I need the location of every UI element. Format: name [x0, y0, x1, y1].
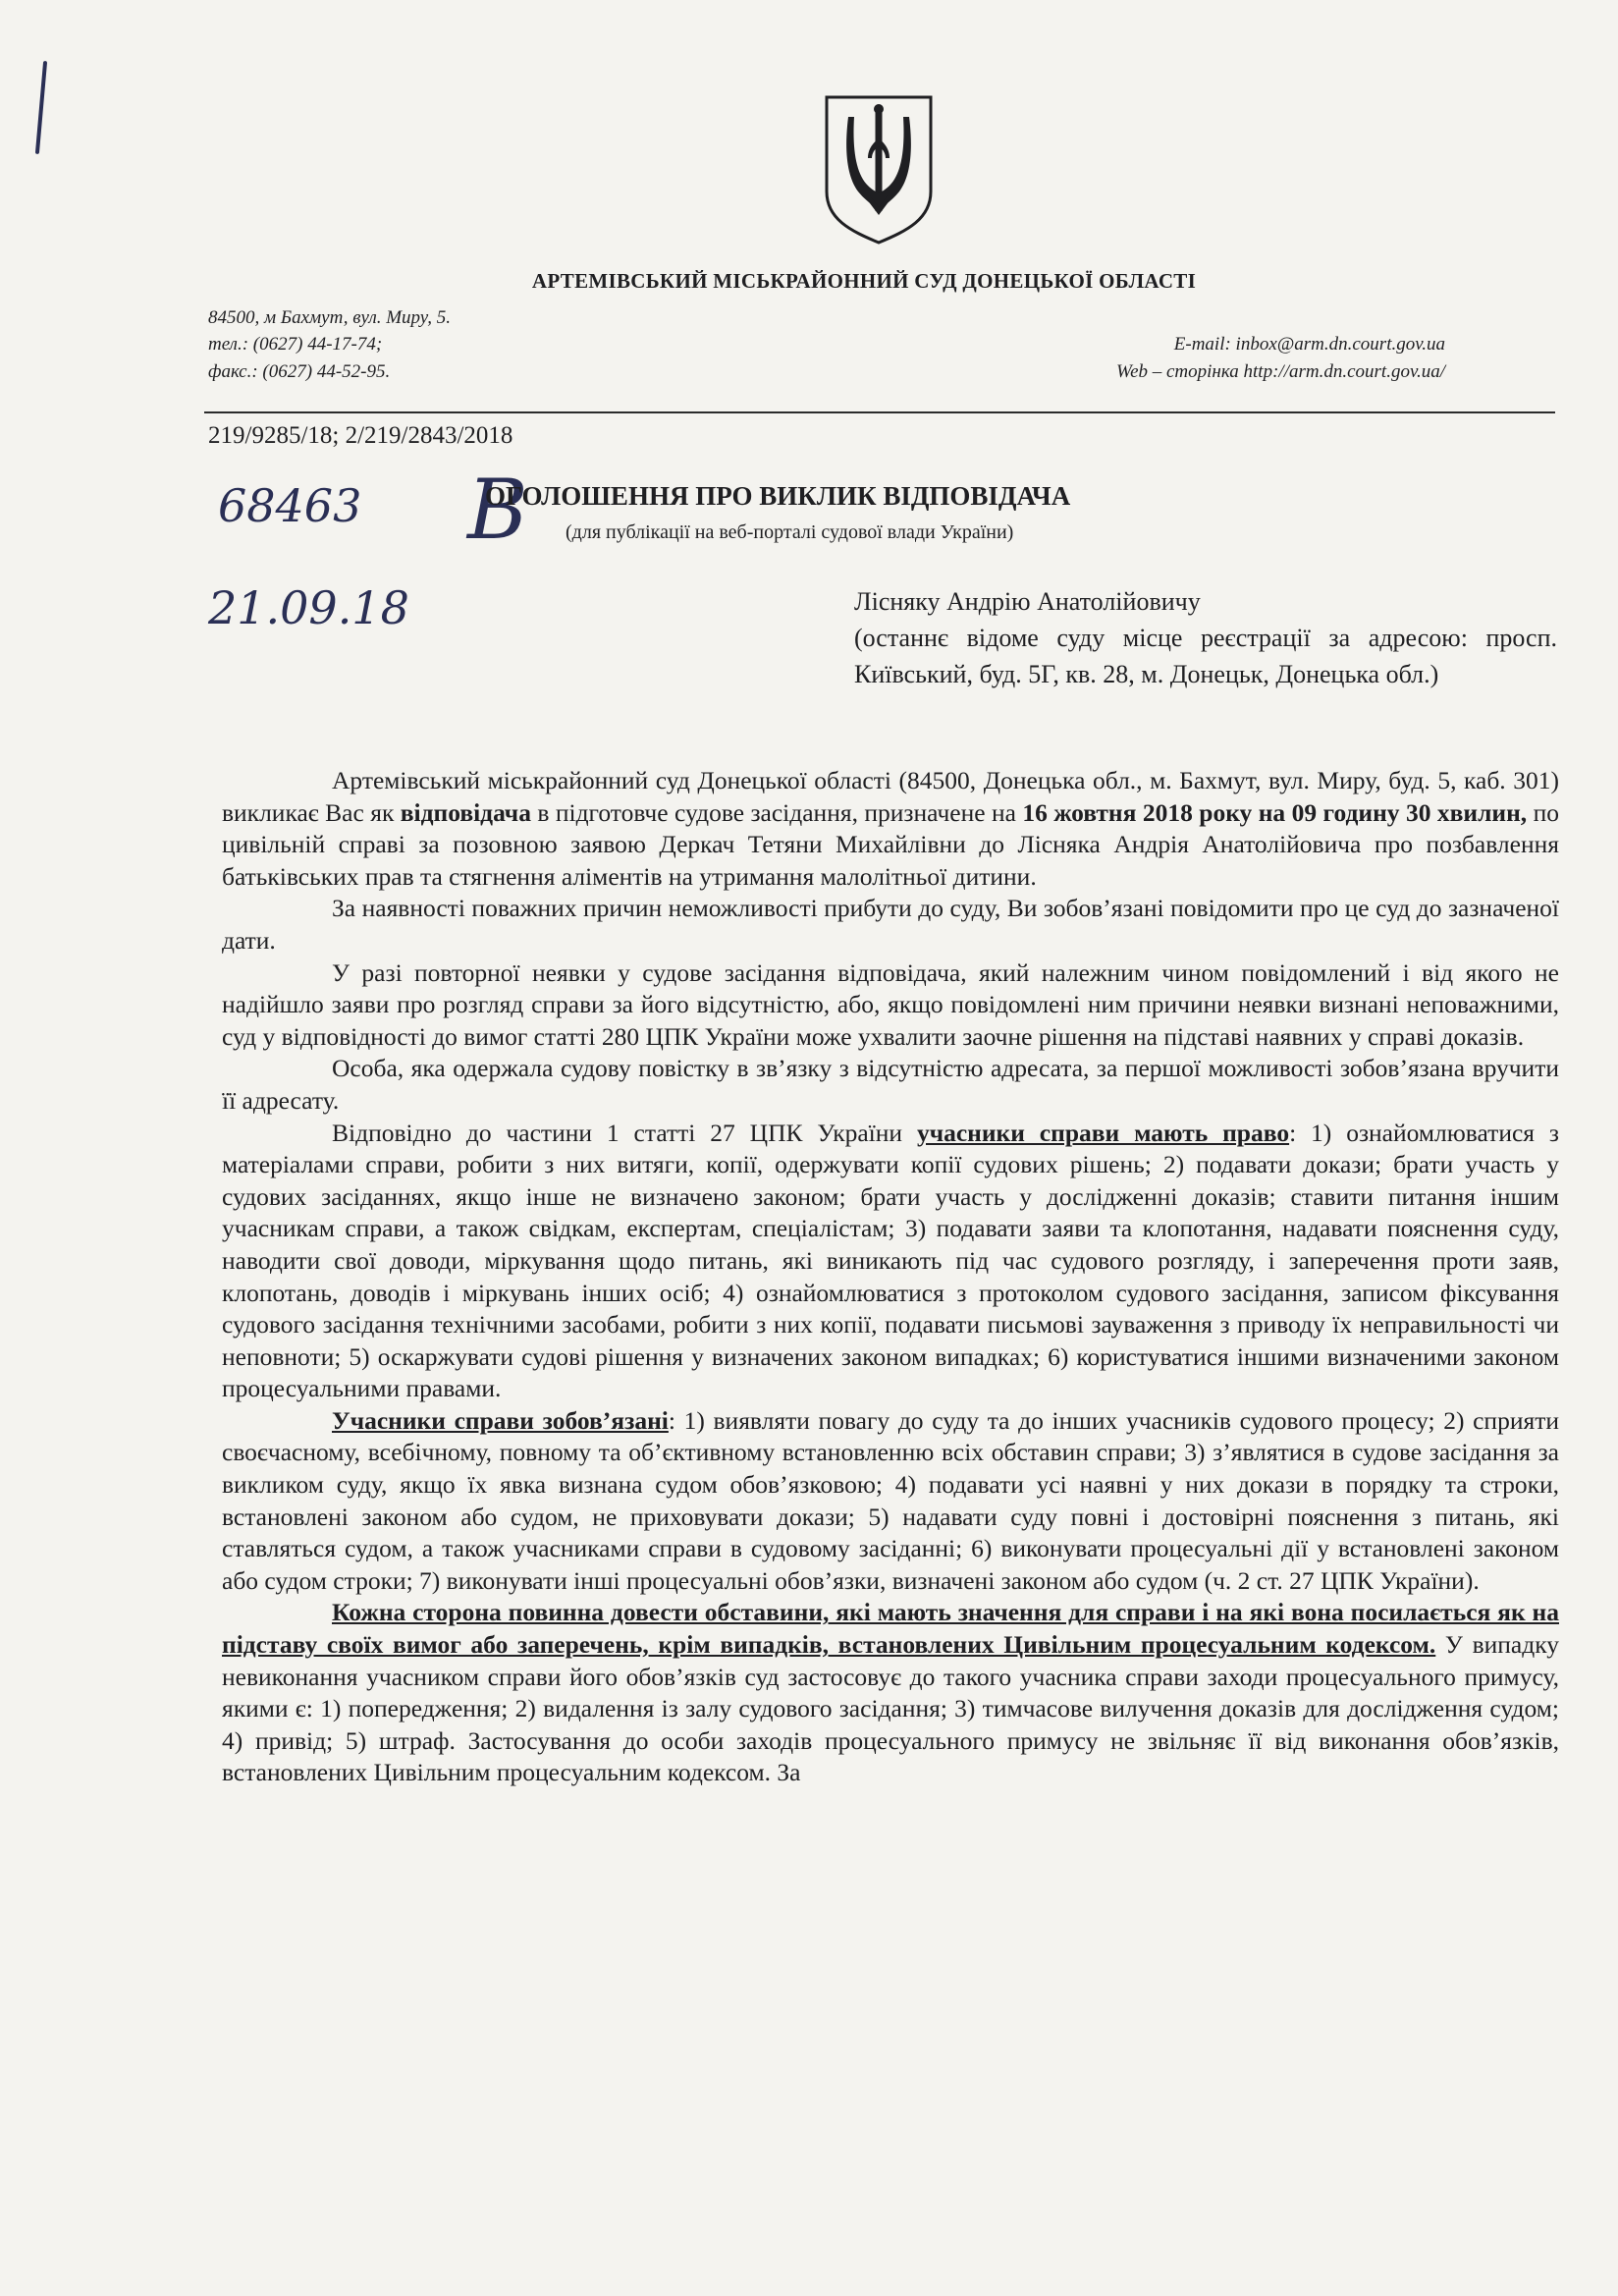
paragraph-burden-of-proof: Кожна сторона повинна довести обставини, які мають значення для справи і на які вона посилається як на підставу своїх вимог або заперечень, крім випадків, встановлених Цивільним процесуальним кодексом. У випадку невиконання учасником справи його обов’язків суд застосовує до такого учасника справи заходи процесуального примусу, якими є: 1) попередження; 2) видалення із залу судового засідання; 3) тимчасове вилучення доказів для дослідження судом; 4) привід; 5) штраф. Застосування до особи заходів процесуального примусу не звільняє її від виконання обов’язків, встановлених Цивільним процесуальним кодексом. За [222, 1598, 1559, 1787]
notice-body [222, 765, 1559, 1789]
duties-heading: Учасники справи зобов’язані [332, 1405, 669, 1435]
handwritten-letter: В [467, 462, 528, 558]
court-name: АРТЕМІВСЬКИЙ МІСЬКРАЙОННИЙ СУД ДОНЕЦЬКОЇ ОБЛАСТІ [531, 269, 1197, 293]
court-phone: тел.: (0627) 44-17-74; [208, 334, 383, 355]
paragraph-default-judgment: У разі повторної неявки у судове засідання відповідача, який належним чином повідомлений і від якого не надійшло заяви про розгляд справи за його відсутністю, або, якщо повідомлені ним причини неявки визнані неповажними, суд у відповідності до вимог статті 280 ЦПК України може ухвалити заочне рішення на підставі наявних у справі доказів. [222, 957, 1559, 1051]
addressee-block [854, 583, 1557, 692]
court-email: E-mail: inbox@arm.dn.court.gov.ua [1173, 334, 1445, 355]
handwritten-mark [35, 61, 47, 154]
case-number: 219/9285/18; 2/219/2843/2018 [208, 422, 513, 449]
handwritten-date: 21.09.18 [208, 581, 409, 634]
handwritten-registration-number: 68463 [218, 479, 362, 532]
coat-of-arms-emblem [821, 93, 937, 246]
paragraph-summons-delivery: Особа, яка одержала судову повістку в зв’язку з відсутністю адресата, за першої можливості зобов’язана вручити її адресату. [222, 1054, 1559, 1115]
paragraph-notify-court: За наявності поважних причин неможливості прибути до суду, Ви зобов’язані повідомити про це суд до зазначеної дати. [222, 894, 1559, 955]
addressee-name: Лісняку Андрію Анатолійовичу [854, 587, 1201, 616]
addressee-address: (останнє відоме суду місце реєстрації за адресою: просп. Київський, буд. 5Г, кв. 28, м. Донецьк, Донецька обл.) [854, 624, 1557, 688]
court-address: 84500, м Бахмут, вул. Миру, 5. [208, 307, 452, 328]
document-title: ОГОЛОШЕННЯ ПРО ВИКЛИК ВІДПОВІДАЧА [485, 481, 1071, 511]
hearing-datetime: 16 жовтня 2018 року на 09 годину 30 хвилин, [1022, 797, 1528, 827]
defendant-role: відповідача [400, 797, 531, 827]
paragraph-participant-duties: Учасники справи зобов’язані: 1) виявляти повагу до суду та до інших учасників судового процесу; 2) сприяти своєчасному, всебічному, повному та об’єктивному встановленню всіх обставин справи; 3) з’являтися в судове засідання за викликом суду, якщо їх явка визнана судом обов’язковою; 4) подавати усі наявні у них докази в порядку та строки, встановлені законом або судом, не приховувати докази; 5) надавати суду повні і достовірні пояснення з питань, які ставляться судом, а також учасниками справи в судовому засіданні; 6) виконувати процесуальні дії у встановлені законом або судом строки; 7) виконувати інші процесуальні обов’язки, визначені законом або судом (ч. 2 ст. 27 ЦПК України). [222, 1405, 1559, 1595]
rights-heading: учасники справи мають право [916, 1118, 1290, 1147]
court-fax: факс.: (0627) 44-52-95. [208, 361, 391, 382]
burden-of-proof-statement: Кожна сторона повинна довести обставини, які мають значення для справи і на які вона посилається як на підставу своїх вимог або заперечень, крім випадків, встановлених Цивільним процесуальним кодексом. [222, 1598, 1559, 1660]
header-divider [204, 411, 1555, 413]
paragraph-summons: Артемівський міськрайонний суд Донецької області (84500, Донецька обл., м. Бахмут, вул. Миру, буд. 5, каб. 301) викликає Вас як відповідача в підготовче судове засідання, призначене на 16 жовтня 2018 року на 09 годину 30 хвилин, по цивільній справі за позовною заявою Деркач Тетяни Михайлівни до Лісняка Андрія Анатолійовича про позбавлення батьківських прав та стягнення аліментів на утримання малолітньої дитини. [222, 766, 1559, 891]
paragraph-participant-rights: Відповідно до частини 1 статті 27 ЦПК України учасники справи мають право: 1) ознайомлюватися з матеріалами справи, робити з них витяги, копії, одержувати копії судових рішень; 2) подавати докази; брати участь у судових засіданнях, якщо інше не визначено законом; брати участь у дослідженні доказів; ставити питання іншим учасникам справи, а також свідкам, експертам, спеціалістам; 3) подавати заяви та клопотання, надавати пояснення суду, наводити свої доводи, міркування щодо питань, які виникають під час судового розгляду, і заперечення проти заяв, клопотань, доводів і міркувань інших осіб; 4) ознайомлюватися з протоколом судового засідання, записом фіксування судового засідання технічними засобами, робити з них копії, подавати письмові зауваження з приводу їх неправильності чи неповноти; 5) оскаржувати судові рішення у визначених законом випадках; 6) користуватися іншими визначеними законом процесуальними правами. [222, 1118, 1559, 1403]
court-website: Web – сторінка http://arm.dn.court.gov.ua/ [1115, 361, 1445, 382]
document-subtitle: (для публікації на веб-порталі судової влади України) [566, 521, 1014, 543]
